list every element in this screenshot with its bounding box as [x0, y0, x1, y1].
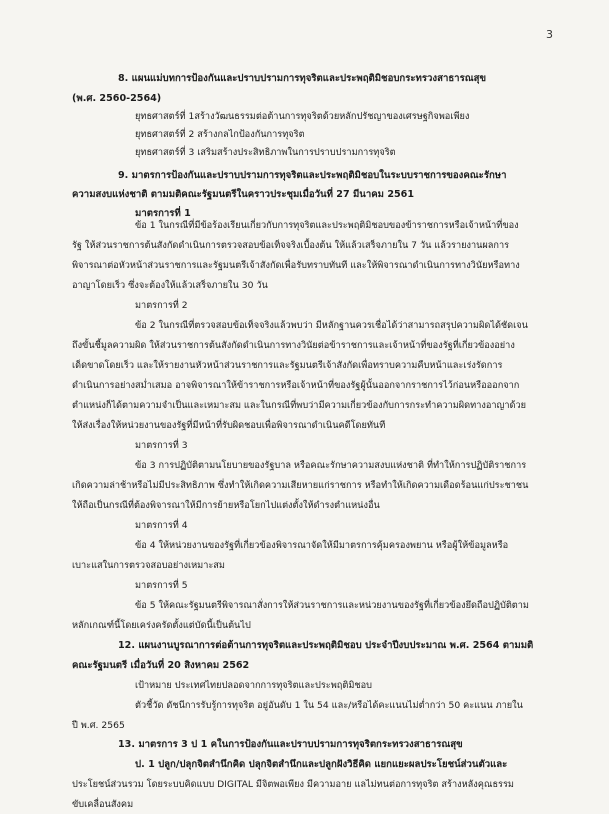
text-line: ให้ส่งเรื่องให้หน่วยงานของรัฐที่มีหน้าที่รับผิดชอบเพื่อพิจารณาดำเนินคดีโดยทันที [72, 420, 386, 431]
text-line: ความสงบแห่งชาติ ตามมติคณะรัฐมนตรีในคราวประชุมเมื่อวันที่ 27 มีนาคม 2561 [72, 189, 415, 200]
text-line: ดำเนินการอย่างสม่ำเสมอ อาจพิจารณาให้ข้าราชการหรือเจ้าหน้าที่ของรัฐผู้นั้นออกจากราชการไว้ก่อนหรือออกจาก [72, 380, 520, 391]
text-line: ยุทธศาสตร์ที่ 3 เสริมสร้างประสิทธิภาพในการปราบปรามการทุจริต [135, 147, 396, 158]
text-line: 12. แผนงานบูรณาการต่อต้านการทุจริตและประพฤติมิชอบ ประจำปีงบประมาณ พ.ศ. 2564 ตามมติ [118, 640, 534, 651]
text-line: มาตรการที่ 4 [135, 520, 188, 531]
text-line: ปี พ.ศ. 2565 [72, 720, 125, 731]
text-line: มาตรการที่ 3 [135, 440, 188, 451]
text-line: ให้ถือเป็นกรณีที่ต้องพิจารณาให้มีการย้ายหรือโยกไปแต่งตั้งให้ดำรงตำแหน่งอื่น [72, 500, 380, 511]
text-line: มาตรการที่ 5 [135, 580, 188, 591]
text-line: ข้อ 3 การปฏิบัติตามนโยบายของรัฐบาล หรือคณะรักษาความสงบแห่งชาติ ที่ทำให้การปฏิบัติราชการ [135, 460, 527, 471]
text-line: ข้อ 5 ให้คณะรัฐมนตรีพิจารณาสั่งการให้ส่วนราชการและหน่วยงานของรัฐที่เกี่ยวข้องยึดถือปฏิบัติตาม [135, 600, 529, 611]
text-line: พิจารณาต่อหัวหน้าส่วนราชการและรัฐมนตรีเจ้าสังกัดเพื่อรับทราบทันที และให้พิจารณาดำเนินการทางวินัยหรือทาง [72, 260, 520, 271]
text-line: อาญาโดยเร็ว ซึ่งจะต้องให้แล้วเสร็จภายใน 30 วัน [72, 280, 268, 291]
text-line: ข้อ 2 ในกรณีที่ตรวจสอบข้อเท็จจริงแล้วพบว่า มีหลักฐานควรเชื่อได้ว่าสามารถสรุปความผิดได้ชัดเจน [135, 320, 528, 331]
text-line: 8. แผนแม่บทการป้องกันและปราบปรามการทุจริตและประพฤติมิชอบกระทรวงสาธารณสุข [118, 73, 487, 84]
text-line: ตัวชี้วัด ดัชนีการรับรู้การทุจริต อยู่อันดับ 1 ใน 54 และ/หรือได้คะแนนไม่ต่ำกว่า 50 คะแนน ภายใน [135, 700, 523, 711]
text-line: ข้อ 1 ในกรณีที่มีข้อร้องเรียนเกี่ยวกับการทุจริตและประพฤติมิชอบของข้าราชการหรือเจ้าหน้าที่ของ [135, 220, 519, 231]
text-line: ประโยชน์ส่วนรวม โดยระบบคิดแบบ DIGITAL มีจิตพอเพียง มีความอาย แลไม่ทนต่อการทุจริต สร้างหลังคุณธรรม [72, 779, 514, 790]
text-line: มาตรการที่ 1 [135, 208, 191, 219]
text-line: เบาะแสในการตรวจสอบอย่างเหมาะสม [72, 560, 225, 571]
text-line: เกิดความล่าช้าหรือไม่มีประสิทธิภาพ ซึ่งทำให้เกิดความเสียหายแก่ราชการ หรือทำให้เกิดความเดือดร้อนแก่ประชาชน [72, 480, 529, 491]
text-line: ขับเคลื่อนสังคม [72, 799, 134, 810]
text-line: ยุทธศาสตร์ที่ 2 สร้างกลไกป้องกันการทุจริต [135, 129, 305, 140]
text-line: ถึงขั้นชี้มูลความผิด ให้ส่วนราชการต้นสังกัดดำเนินการทางวินัยต่อข้าราชการและเจ้าหน้าที่ของรัฐที่เกี่ยวข้องอย่าง [72, 340, 515, 351]
text-line: 9. มาตรการป้องกันและปราบปรามการทุจริตและประพฤติมิชอบในระบบราชการของคณะรักษา [118, 170, 507, 181]
text-line: 13. มาตรการ 3 ป 1 คในการป้องกันและปราบปรามการทุจริตกระทรวงสาธารณสุข [118, 739, 463, 750]
text-line: ตำแหน่งก็ได้ตามความจำเป็นและเหมาะสม และในกรณีที่พบว่ามีความเกี่ยวข้องกับการกระทำความผิดทางอาญาด้วย [72, 400, 527, 411]
text-line: ข้อ 4 ให้หน่วยงานของรัฐที่เกี่ยวข้องพิจารณาจัดให้มีมาตรการคุ้มครองพยาน หรือผู้ให้ข้อมูลหรือ [135, 540, 509, 551]
text-line: ป. 1 ปลูก/ปลุกจิตสำนึกคิด ปลุกจิตสำนึกและปลูกฝังวิธีคิด แยกแยะผลประโยชน์ส่วนตัวและ [135, 759, 508, 770]
text-line: รัฐ ให้ส่วนราชการต้นสังกัดดำเนินการตรวจสอบข้อเท็จจริงเบื้องต้น ให้แล้วเสร็จภายใน 7 วัน แล้วรายงานผลการ [72, 240, 510, 251]
text-line: คณะรัฐมนตรี เมื่อวันที่ 20 สิงหาคม 2562 [72, 660, 250, 671]
text-line: (พ.ศ. 2560-2564) [72, 93, 162, 104]
text-line: ยุทธศาสตร์ที่ 1สร้างวัฒนธรรมต่อต้านการทุจริตด้วยหลักปรัชญาของเศรษฐกิจพอเพียง [135, 111, 470, 122]
text-line: เด็ดขาดโดยเร็ว และให้รายงานหัวหน้าส่วนราชการและรัฐมนตรีเจ้าสังกัดเพื่อทราบความคืบหน้าและเร่งรัดการ [72, 360, 503, 371]
text-line: หลักเกณฑ์นี้โดยเคร่งครัดตั้งแต่บัดนี้เป็นต้นไป [72, 620, 251, 631]
text-line: มาตรการที่ 2 [135, 300, 188, 311]
text-line: เป้าหมาย ประเทศไทยปลอดจากการทุจริตและประพฤติมิชอบ [135, 680, 372, 691]
page-number: 3 [546, 28, 553, 41]
